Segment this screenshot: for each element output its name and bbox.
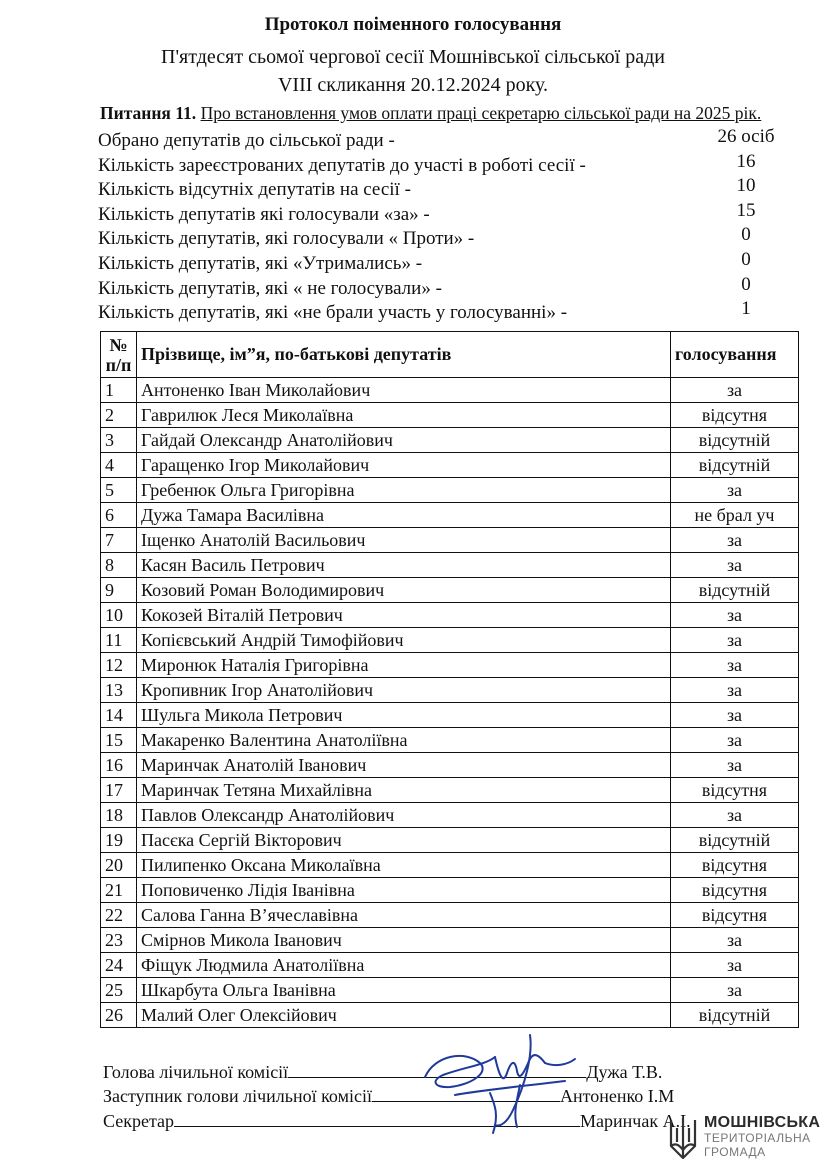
vote-result: за — [671, 728, 799, 753]
table-header-row — [101, 332, 799, 378]
deputy-name: Маринчак Анатолій Іванович — [137, 753, 671, 778]
deputy-name: Пилипенко Оксана Миколаївна — [137, 853, 671, 878]
table-row — [101, 853, 799, 878]
signature-role: Заступник голови лічильної комісії — [103, 1086, 372, 1106]
stat-row — [98, 273, 778, 302]
deputy-name: Копієвський Андрій Тимофійович — [137, 628, 671, 653]
row-number: 8 — [101, 553, 137, 578]
header-vote: голосування — [671, 332, 799, 378]
deputy-name: Макаренко Валентина Анатоліївна — [137, 728, 671, 753]
vote-result: відсутній — [671, 828, 799, 853]
stat-row — [98, 224, 778, 252]
vote-result: за — [671, 603, 799, 628]
stat-row — [98, 298, 778, 326]
stat-label: Кількість зареєстрованих депутатів до участі в роботі сесії - — [98, 154, 586, 176]
signature-name: Маринчак А.І. — [580, 1111, 691, 1131]
table-row — [101, 953, 799, 978]
row-number: 20 — [101, 853, 137, 878]
row-number: 18 — [101, 803, 137, 828]
vote-result: відсутній — [671, 578, 799, 603]
row-number: 5 — [101, 478, 137, 503]
row-number: 4 — [101, 453, 137, 478]
vote-result: за — [671, 653, 799, 678]
community-logo — [668, 1114, 821, 1164]
row-number: 12 — [101, 653, 137, 678]
vote-result: за — [671, 953, 799, 978]
stat-label: Кількість депутатів, які голосували « Проти» - — [98, 228, 475, 250]
logo-line-2: ТЕРИТОРІАЛЬНА — [704, 1131, 811, 1145]
deputy-name: Шкарбута Ольга Іванівна — [137, 978, 671, 1003]
deputy-name: Фіщук Людмила Анатоліївна — [137, 953, 671, 978]
table-row — [101, 678, 799, 703]
vote-result: відсутня — [671, 878, 799, 903]
stat-row — [98, 126, 778, 154]
table-row — [101, 528, 799, 553]
deputy-name: Гаврилюк Леся Миколаївна — [137, 403, 671, 428]
vote-result: відсутня — [671, 403, 799, 428]
table-row — [101, 903, 799, 928]
table-row — [101, 378, 799, 403]
row-number: 21 — [101, 878, 137, 903]
session-subtitle: П'ятдесят сьомої чергової сесії Мошнівської сільської ради — [161, 46, 665, 68]
row-number: 22 — [101, 903, 137, 928]
header-number-symbol: № — [109, 334, 128, 355]
row-number: 17 — [101, 778, 137, 803]
header-number — [101, 332, 137, 378]
table-row — [101, 628, 799, 653]
deputy-name: Гребенюк Ольга Григорівна — [137, 478, 671, 503]
logo-line-3: ГРОМАДА — [704, 1145, 766, 1159]
deputy-name: Антоненко Іван Миколайович — [137, 378, 671, 403]
convocation-date: VIII скликання 20.12.2024 року. — [277, 74, 549, 96]
signature-deputy-chair — [103, 1086, 674, 1107]
row-number: 15 — [101, 728, 137, 753]
row-number: 19 — [101, 828, 137, 853]
signature-name: Дужа Т.В. — [586, 1062, 663, 1082]
header-name: Прізвище, ім”я, по-батькові депутатів — [137, 332, 671, 378]
stat-label: Кількість депутатів, які «не брали участь у голосуванні» - — [98, 302, 568, 324]
vote-result: відсутня — [671, 903, 799, 928]
row-number: 10 — [101, 603, 137, 628]
deputy-name: Миронюк Наталія Григорівна — [137, 653, 671, 678]
row-number: 11 — [101, 628, 137, 653]
vote-result: за — [671, 703, 799, 728]
deputy-name: Малий Олег Олексійович — [137, 1003, 671, 1028]
signature-role: Секретар — [103, 1111, 175, 1131]
vote-result: відсутній — [671, 1003, 799, 1028]
vote-result: не брал уч — [671, 503, 799, 528]
table-body — [101, 378, 799, 1028]
row-number: 24 — [101, 953, 137, 978]
voting-table — [100, 331, 799, 1028]
stat-value: 0 — [741, 224, 751, 246]
stat-label: Кількість депутатів, які «Утримались» - — [98, 252, 423, 274]
stat-label: Кількість депутатів, які « не голосували» - — [98, 277, 442, 299]
deputy-name: Смірнов Микола Іванович — [137, 928, 671, 953]
vote-result: за — [671, 628, 799, 653]
table-row — [101, 553, 799, 578]
row-number: 16 — [101, 753, 137, 778]
row-number: 26 — [101, 1003, 137, 1028]
row-number: 3 — [101, 428, 137, 453]
table-row — [101, 828, 799, 853]
stat-value: 0 — [741, 248, 751, 270]
deputy-name: Салова Ганна В’ячеславівна — [137, 903, 671, 928]
vote-result: за — [671, 478, 799, 503]
row-number: 9 — [101, 578, 137, 603]
row-number: 2 — [101, 403, 137, 428]
handwritten-signature — [395, 1015, 585, 1140]
table-row — [101, 653, 799, 678]
deputy-name: Пасєка Сергій Вікторович — [137, 828, 671, 853]
vote-result: за — [671, 678, 799, 703]
vote-result: за — [671, 528, 799, 553]
row-number: 23 — [101, 928, 137, 953]
table-row — [101, 478, 799, 503]
protocol-title: Протокол поіменного голосування — [264, 14, 562, 35]
signature-name: Антоненко І.М — [559, 1086, 675, 1106]
table-row — [101, 778, 799, 803]
stat-row — [98, 199, 778, 228]
table-row — [101, 453, 799, 478]
deputy-name: Маринчак Тетяна Михайлівна — [137, 778, 671, 803]
vote-result: за — [671, 928, 799, 953]
stat-value: 1 — [741, 298, 751, 320]
stat-row — [98, 248, 778, 277]
deputy-name: Дужа Тамара Василівна — [137, 503, 671, 528]
header-number-abbr: п/п — [105, 354, 132, 375]
stat-row — [98, 175, 778, 203]
deputy-name: Кропивник Ігор Анатолійович — [137, 678, 671, 703]
row-number: 25 — [101, 978, 137, 1003]
stat-value: 0 — [741, 273, 751, 295]
vote-result: за — [671, 753, 799, 778]
deputy-name: Кокозей Віталій Петрович — [137, 603, 671, 628]
signature-role: Голова лічильної комісії — [103, 1062, 289, 1082]
vote-statistics — [98, 126, 778, 326]
table-row — [101, 753, 799, 778]
row-number: 14 — [101, 703, 137, 728]
table-row — [101, 928, 799, 953]
row-number: 6 — [101, 503, 137, 528]
question-line — [100, 103, 761, 124]
table-row — [101, 803, 799, 828]
vote-result: відсутній — [671, 428, 799, 453]
table-row — [101, 978, 799, 1003]
row-number: 13 — [101, 678, 137, 703]
table-row — [101, 603, 799, 628]
row-number: 7 — [101, 528, 137, 553]
vote-result: за — [671, 378, 799, 403]
deputy-name: Павлов Олександр Анатолійович — [137, 803, 671, 828]
stat-value: 15 — [736, 199, 756, 221]
stat-value: 10 — [736, 175, 756, 197]
deputy-name: Шульга Микола Петрович — [137, 703, 671, 728]
deputy-name: Касян Василь Петрович — [137, 553, 671, 578]
table-row — [101, 578, 799, 603]
stat-value: 16 — [736, 150, 756, 172]
row-number: 1 — [101, 378, 137, 403]
deputy-name: Поповиченко Лідія Іванівна — [137, 878, 671, 903]
deputy-name: Гайдай Олександр Анатолійович — [137, 428, 671, 453]
deputy-name: Козовий Роман Володимирович — [137, 578, 671, 603]
logo-line-1: МОШНІВСЬКА — [704, 1114, 821, 1131]
trident-icon — [668, 1116, 698, 1162]
table-row — [101, 878, 799, 903]
question-text: Про встановлення умов оплати праці секретарю сільської ради на 2025 рік. — [200, 103, 762, 123]
vote-result: за — [671, 978, 799, 1003]
deputy-name: Іщенко Анатолій Васильович — [137, 528, 671, 553]
stat-value: 26 осіб — [717, 126, 775, 147]
vote-result: відсутня — [671, 853, 799, 878]
vote-result: відсутня — [671, 778, 799, 803]
stat-row — [98, 150, 778, 179]
table-row — [101, 503, 799, 528]
table-row — [101, 728, 799, 753]
vote-result: за — [671, 553, 799, 578]
stat-label: Кількість депутатів які голосували «за» - — [98, 203, 430, 225]
table-row — [101, 428, 799, 453]
question-number: Питання 11. — [100, 103, 197, 123]
vote-result: відсутній — [671, 453, 799, 478]
table-row — [101, 703, 799, 728]
table-row — [101, 403, 799, 428]
deputy-name: Гаращенко Ігор Миколайович — [137, 453, 671, 478]
stat-label: Кількість відсутніх депутатів на сесії - — [98, 179, 411, 201]
stat-label: Обрано депутатів до сільської ради - — [98, 130, 395, 151]
vote-result: за — [671, 803, 799, 828]
